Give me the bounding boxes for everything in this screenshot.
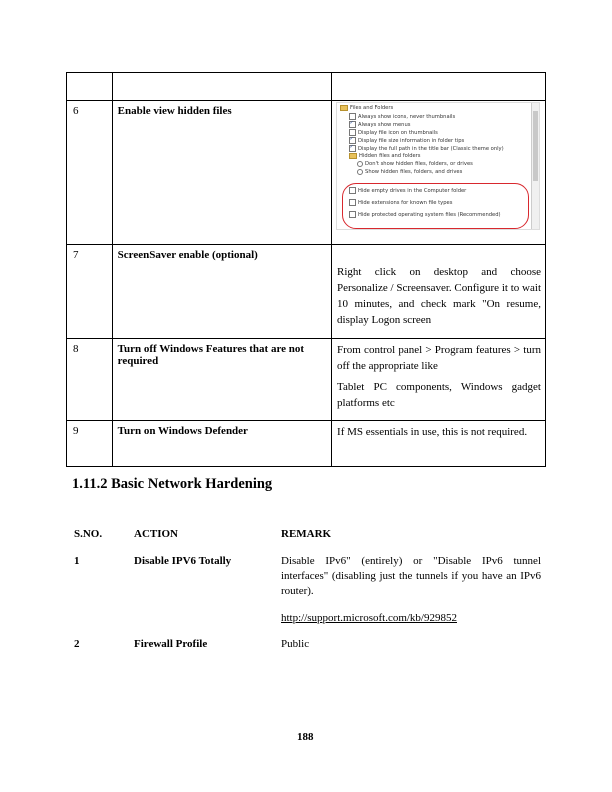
highlight-oval: [342, 183, 529, 229]
radio-icon: [357, 161, 363, 167]
header-remark: REMARK: [281, 528, 332, 540]
table-cell: [332, 73, 546, 101]
list-item-remark: Public: [281, 638, 310, 650]
checkbox-checked-icon: [349, 145, 356, 152]
checkbox-checked-icon: [349, 137, 356, 144]
row-number: 6: [67, 101, 113, 245]
remark-text: If MS essentials in use, this is not required.: [337, 426, 528, 438]
row-number: 8: [67, 339, 113, 421]
remark-text: Right click on desktop and choose Personalize / Screensaver. Configure it to wait 10 minutes, and check mark "On resume, display Logon screen: [337, 266, 541, 326]
header-action: ACTION: [134, 528, 179, 540]
folder-icon: [349, 153, 357, 159]
scrollbar: [531, 103, 539, 229]
list-item-number: 1: [74, 555, 80, 567]
row-number: 9: [67, 421, 113, 467]
remark-text: From control panel > Program features > turn off the appropriate like: [337, 344, 541, 372]
checkbox-unchecked-icon: [349, 129, 356, 136]
table-row: [67, 101, 546, 245]
section-heading: 1.11.2 Basic Network Hardening: [72, 476, 273, 492]
row-remark: [332, 101, 546, 245]
screenshot-item: Hide extensions for known file types: [349, 199, 452, 206]
screenshot-item: Show hidden files, folders, and drives: [357, 169, 462, 175]
screenshot-item: ✓ Display file size information in folder tips: [349, 137, 464, 144]
page-number: 188: [297, 731, 314, 743]
row-remark: [332, 421, 546, 467]
remark-text: Tablet PC components, Windows gadget platforms etc: [337, 381, 541, 409]
table-cell: [112, 73, 331, 101]
table-row-empty: [67, 73, 546, 101]
screenshot-item: Files and Folders: [340, 105, 393, 111]
list-item-remark: Disable IPv6" (entirely) or "Disable IPv6 tunnel interfaces" (disabling just the tunnels if you have an IPv6 router).: [281, 555, 541, 597]
table-row: [67, 245, 546, 339]
table-row: [67, 339, 546, 421]
row-remark: [332, 245, 546, 339]
screenshot-item: Hidden files and folders: [349, 153, 420, 159]
screenshot-item: Hide protected operating system files (Recommended): [349, 211, 501, 218]
screenshot-item: ✓ Always show menus: [349, 121, 410, 128]
folder-options-screenshot: [336, 102, 540, 230]
row-remark: [332, 339, 546, 421]
table-cell: [67, 73, 113, 101]
screenshot-item: Hide empty drives in the Computer folder: [349, 187, 466, 194]
row-action: Turn off Windows Features that are not required: [112, 339, 331, 421]
list-item-number: 2: [74, 638, 80, 650]
checkbox-unchecked-icon: [349, 113, 356, 120]
folder-icon: [340, 105, 348, 111]
header-sno: S.NO.: [74, 528, 103, 540]
scrollbar-thumb: [533, 111, 538, 181]
row-number: 7: [67, 245, 113, 339]
kb-link[interactable]: http://support.microsoft.com/kb/929852: [281, 612, 457, 624]
row-action: ScreenSaver enable (optional): [112, 245, 331, 339]
screenshot-item: Always show icons, never thumbnails: [349, 113, 455, 120]
list-item-action: Disable IPV6 Totally: [134, 555, 232, 567]
row-action: Turn on Windows Defender: [112, 421, 331, 467]
row-action: Enable view hidden files: [112, 101, 331, 245]
screenshot-item: ✓ Display the full path in the title bar (Classic theme only): [349, 145, 504, 152]
radio-icon: [357, 169, 363, 175]
screenshot-item: Display file icon on thumbnails: [349, 129, 438, 136]
checkbox-checked-icon: [349, 121, 356, 128]
table-row: [67, 421, 546, 467]
screenshot-item: Don't show hidden files, folders, or drives: [357, 161, 473, 167]
list-item-action: Firewall Profile: [134, 638, 208, 650]
hardening-table: [66, 72, 546, 467]
